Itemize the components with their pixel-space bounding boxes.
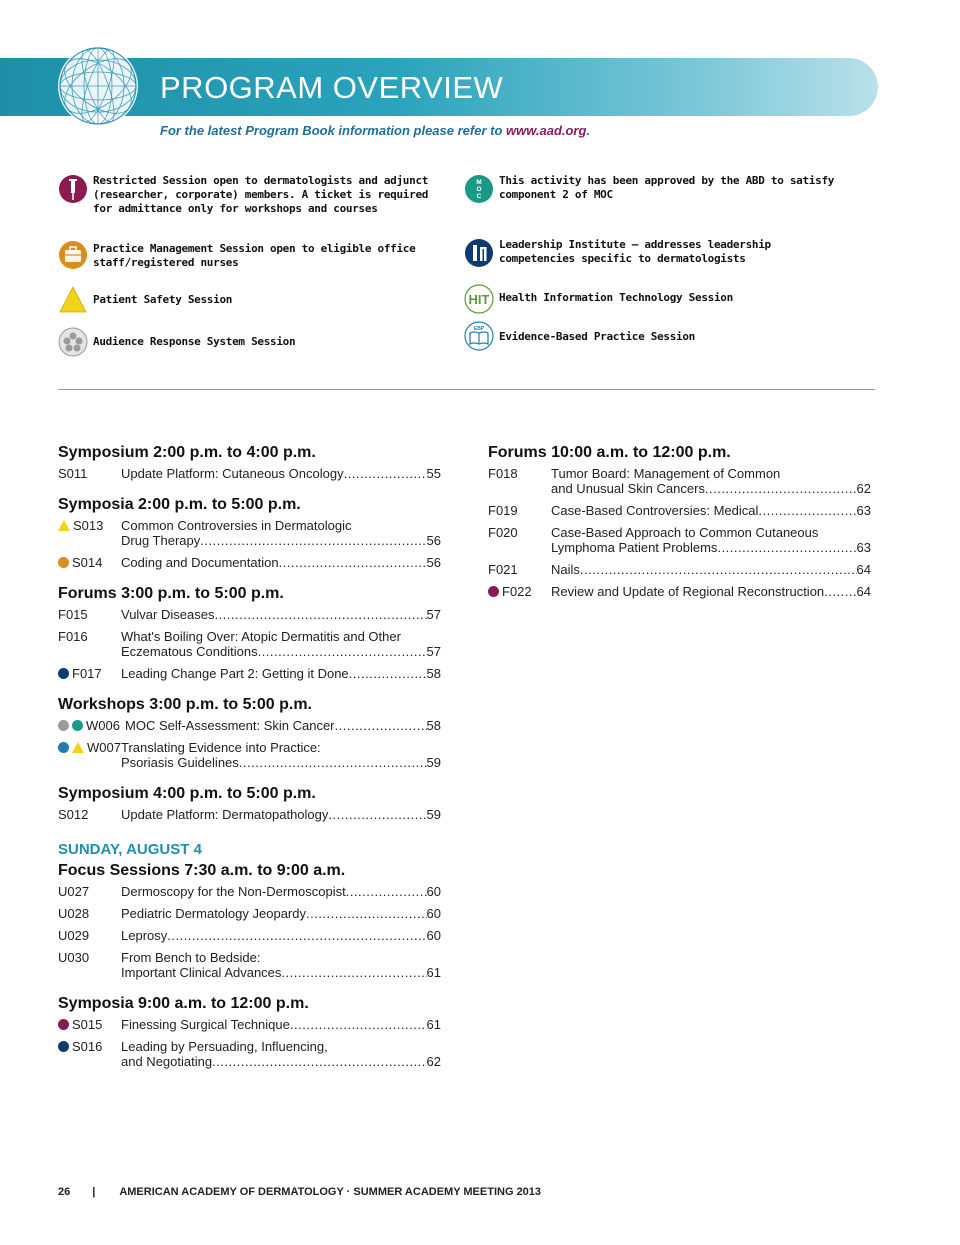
legend-moc [464,174,844,204]
page-number: 64 [856,584,871,599]
session-title-line [121,666,441,681]
session-title-line [121,1054,441,1069]
session-code [58,518,103,533]
page-number: 60 [426,884,441,899]
legend-hit [464,284,844,314]
session-code [58,906,89,921]
session-title [551,584,871,599]
session-row[interactable] [58,555,441,570]
session-code [58,607,88,622]
dot-leader [328,807,426,822]
session-code-text: S014 [72,555,103,570]
title-text: Vulvar Diseases [121,607,215,622]
page-number: 55 [426,466,441,481]
title-text: and Unusual Skin Cancers [551,481,705,496]
legend-text: Health Information Technology Session [499,291,733,304]
session-title-line [121,928,441,943]
page-number: 58 [426,718,441,733]
session-title [121,928,441,943]
session-title [121,884,441,899]
dot-leader [214,607,426,622]
aad-link[interactable]: www.aad.org [506,123,587,138]
session-code-text: U028 [58,906,90,921]
schedule-section [58,840,441,980]
session-code-text: F020 [488,525,518,540]
orange-session-dot-icon [58,557,69,568]
session-title-line: Leading by Persuading, Influencing, [121,1039,328,1054]
page-number: 63 [856,540,871,555]
session-row[interactable] [58,928,441,943]
page-number: 57 [426,644,441,659]
page-number: 56 [426,555,441,570]
navy-session-dot-icon [58,668,69,679]
page-number: 62 [426,1054,441,1069]
session-code-text: F019 [488,503,518,518]
svg-text:EBP: EBP [473,326,485,332]
legend-practice [58,240,443,270]
page-number: 57 [426,607,441,622]
session-code-text: W006 [86,718,120,733]
session-row[interactable] [58,740,441,770]
legend-text: Audience Response System Session [93,335,296,348]
title-text: Leading Change Part 2: Getting it Done [121,666,349,681]
session-title [121,740,441,770]
session-code [488,562,518,577]
maroon-session-dot-icon [58,1019,69,1030]
page-number: 59 [426,807,441,822]
audience-response-icon [58,327,88,357]
session-title [121,807,441,822]
session-code [58,666,102,681]
session-row[interactable] [58,607,441,622]
session-title-line: Translating Evidence into Practice: [121,740,321,755]
dot-leader [824,584,856,599]
session-title-line [551,503,871,518]
gray-session-dot-icon [58,720,69,731]
session-title [121,555,441,570]
legend-text: Patient Safety Session [93,293,233,306]
session-code [58,629,88,644]
section-heading: Symposia 2:00 p.m. to 5:00 p.m. [58,496,301,513]
schedule-section [58,993,441,1069]
page-number: 63 [856,503,871,518]
title-text: Nails [551,562,580,577]
dot-leader [344,466,427,481]
ebp-book-icon [464,321,494,351]
leadership-icon [464,238,494,268]
page-footer [58,1186,541,1198]
session-title-line [121,965,441,980]
session-title-line [121,884,441,899]
dot-leader [349,666,427,681]
session-code-text: S013 [73,518,104,533]
section-heading: Workshops 3:00 p.m. to 5:00 p.m. [58,696,312,713]
session-code [58,928,89,943]
session-title [551,503,871,518]
dot-leader [279,555,427,570]
page-number: 62 [856,481,871,496]
section-heading: Focus Sessions 7:30 a.m. to 9:00 a.m. [58,862,346,879]
title-text: Lymphoma Patient Problems [551,540,718,555]
session-code-text: U027 [58,884,90,899]
session-code-text: S015 [72,1017,103,1032]
dot-leader [306,906,427,921]
session-code [58,740,121,755]
footer-text: AMERICAN ACADEMY OF DERMATOLOGY · SUMMER ACADEMY MEETING 2013 [119,1186,542,1198]
session-title [121,1039,441,1069]
syringe-icon [58,174,88,204]
right-column [488,442,871,612]
svg-text:HIT: HIT [468,292,490,307]
session-title-line [551,481,871,496]
session-code [58,718,120,733]
session-row[interactable] [58,718,441,733]
session-code-text: S011 [58,466,88,481]
title-text: Finessing Surgical Technique [121,1017,290,1032]
session-title [121,666,441,681]
page-number: 64 [856,562,871,577]
page-number: 56 [426,533,441,548]
session-title-line [121,555,441,570]
title-text: Review and Update of Regional Reconstruction [551,584,825,599]
footer-separator: | [92,1186,96,1198]
title-text: Dermoscopy for the Non-Dermoscopist [121,884,346,899]
session-row[interactable] [58,466,441,481]
session-row[interactable] [488,562,871,577]
session-code [58,555,102,570]
session-code [488,466,518,481]
session-row[interactable] [58,884,441,899]
session-row[interactable] [58,950,441,980]
title-text: Update Platform: Cutaneous Oncology [121,466,344,481]
session-row[interactable] [488,466,871,496]
session-row[interactable] [58,666,441,681]
session-code-text: F016 [58,629,88,644]
session-code [58,466,87,481]
legend-text: Evidence-Based Practice Session [499,330,695,343]
legend-ebp [464,321,844,351]
session-title-line [551,540,871,555]
dot-leader [212,1054,426,1069]
schedule-section [58,494,441,570]
title-text: Leprosy [121,928,168,943]
session-title [121,950,441,980]
legend-text: Leadership Institute — addresses leadership competencies specific to dermatologists [499,238,771,265]
session-title-line [121,533,441,548]
title-text: Drug Therapy [121,533,201,548]
dot-leader [200,533,426,548]
legend-audience [58,327,443,357]
schedule-section [58,694,441,770]
moc-icon [464,174,494,204]
session-code [58,884,89,899]
svg-text:C: C [476,193,482,200]
legend-leadership [464,238,844,268]
section-divider [58,389,875,390]
legend-text: Restricted Session open to dermatologists and adjunct (researcher, corporate) members. A ticket is required for admittance only for workshops and courses [93,174,429,215]
globe-logo-icon [56,44,140,128]
session-code-text: F018 [488,466,518,481]
section-heading: Forums 3:00 p.m. to 5:00 p.m. [58,585,284,602]
maroon-session-dot-icon [488,586,499,597]
session-code-text: W007 [87,740,121,755]
session-code [58,807,88,822]
blue-session-dot-icon [58,742,69,753]
page-number: 26 [58,1186,71,1198]
session-code [488,584,532,599]
session-code-text: F015 [58,607,88,622]
hit-icon [464,284,494,314]
session-title [121,466,441,481]
dot-leader [346,884,427,899]
session-code-text: U030 [58,950,90,965]
session-code-text: S016 [72,1039,103,1054]
title-text: Psoriasis Guidelines [121,755,239,770]
session-title-line [125,718,441,733]
session-title [551,466,871,496]
navy-session-dot-icon [58,1041,69,1052]
session-title-line [121,466,441,481]
session-code [488,503,518,518]
legend-text: This activity has been approved by the ABD to satisfy component 2 of MOC [499,174,835,201]
schedule-section [58,442,441,481]
session-title [121,607,441,622]
session-code-text: F022 [502,584,532,599]
title-text: and Negotiating [121,1054,213,1069]
section-heading: Symposium 2:00 p.m. to 4:00 p.m. [58,444,316,461]
legend-text: Practice Management Session open to eligible office staff/registered nurses [93,242,416,269]
session-code [58,1039,102,1054]
session-title-line: Tumor Board: Management of Common [551,466,781,481]
session-title-line [121,644,441,659]
session-row[interactable] [58,1039,441,1069]
session-code-text: S012 [58,807,89,822]
session-title [121,906,441,921]
session-code-text: U029 [58,928,90,943]
svg-text:M: M [476,179,482,186]
title-text: Important Clinical Advances [121,965,282,980]
title-text: Case-Based Controversies: Medical [551,503,759,518]
session-title [121,629,441,659]
session-title-line: Common Controversies in Dermatologic [121,518,352,533]
session-code [488,525,518,540]
title-text: Update Platform: Dermatopathology [121,807,329,822]
session-row[interactable] [488,584,871,599]
session-title-line [551,562,871,577]
session-title-line [121,906,441,921]
page-number: 58 [426,666,441,681]
patient-safety-icon [72,742,84,753]
dot-leader [335,718,427,733]
dot-leader [239,755,427,770]
session-row[interactable] [488,525,871,555]
dot-leader [580,562,857,577]
page-number: 60 [426,928,441,943]
legend-safety [58,285,443,315]
title-text: Coding and Documentation [121,555,279,570]
session-title [121,518,441,548]
dot-leader [281,965,426,980]
schedule-section [58,783,441,822]
session-title [551,562,871,577]
briefcase-icon [58,240,88,270]
session-title [121,1017,441,1032]
dot-leader [258,644,427,659]
warning-triangle-icon [58,285,88,315]
session-row[interactable] [58,518,441,548]
schedule-section [488,442,871,599]
session-row[interactable] [58,1017,441,1032]
session-title [551,525,871,555]
session-title-line [121,1017,441,1032]
session-code-text: F017 [72,666,102,681]
session-title-line: Case-Based Approach to Common Cutaneous [551,525,819,540]
teal-session-dot-icon [72,720,83,731]
dot-leader [705,481,857,496]
session-title [125,718,441,733]
page-number: 61 [426,1017,441,1032]
section-heading: Symposium 4:00 p.m. to 5:00 p.m. [58,785,316,802]
page-number: 59 [426,755,441,770]
schedule-section [58,583,441,681]
title-text: Eczematous Conditions [121,644,258,659]
session-title-line [121,755,441,770]
dot-leader [758,503,856,518]
session-row[interactable] [58,906,441,921]
session-code-text: F021 [488,562,518,577]
title-text: Pediatric Dermatology Jeopardy [121,906,306,921]
session-title-line [121,607,441,622]
session-title-line: What's Boiling Over: Atopic Dermatitis and Other [121,629,401,644]
session-code [58,950,89,965]
session-row[interactable] [58,629,441,659]
left-column [58,442,441,1082]
legend-restricted [58,174,443,216]
page-number: 61 [426,965,441,980]
section-heading: Symposia 9:00 a.m. to 12:00 p.m. [58,995,309,1012]
session-title-line [551,584,871,599]
session-row[interactable] [488,503,871,518]
patient-safety-icon [58,520,70,531]
session-title-line [121,807,441,822]
dot-leader [290,1017,427,1032]
day-heading: SUNDAY, AUGUST 4 [58,841,202,858]
dot-leader [167,928,426,943]
title-text: MOC Self-Assessment: Skin Cancer [125,718,335,733]
session-code [58,1017,102,1032]
session-title-line: From Bench to Bedside: [121,950,261,965]
page-number: 60 [426,906,441,921]
session-row[interactable] [58,807,441,822]
section-heading: Forums 10:00 a.m. to 12:00 p.m. [488,444,731,461]
svg-text:O: O [476,186,482,193]
dot-leader [717,540,856,555]
page-subtitle: For the latest Program Book information please refer to www.aad.org. [160,123,591,138]
page-title: PROGRAM OVERVIEW [160,70,504,105]
